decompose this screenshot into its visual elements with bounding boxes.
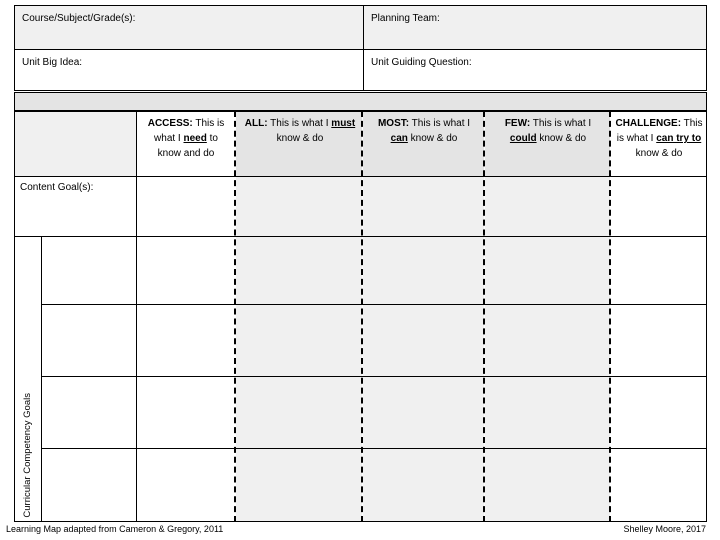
competency-label-divider (41, 236, 42, 522)
planning-team-box[interactable] (363, 5, 707, 50)
few-column-header (492, 116, 604, 146)
all-column-header (240, 116, 360, 146)
most-column-header (368, 116, 480, 146)
planning-team-label: Planning Team: (371, 13, 440, 24)
content-goals-label: Content Goal(s): (20, 182, 94, 193)
unit-big-idea-label: Unit Big Idea: (22, 57, 83, 68)
challenge-key: can try to (656, 133, 702, 144)
challenge-lead: CHALLENGE: (615, 118, 682, 129)
most-key: can (390, 133, 408, 144)
dashed-divider-4 (609, 111, 611, 522)
challenge-post: know & do (635, 148, 683, 159)
dashed-divider-1 (234, 111, 236, 522)
footer-attribution: Learning Map adapted from Cameron & Gregory, 2011 (6, 524, 224, 534)
few-pre: This is what I (530, 118, 592, 129)
all-pre: This is what I (267, 118, 332, 129)
challenge-column-header (614, 116, 704, 161)
most-lead: MOST: (377, 118, 410, 129)
all-post: know & do (276, 133, 324, 144)
access-column-header (144, 116, 228, 161)
few-lead: FEW: (504, 118, 531, 129)
few-post: know & do (536, 133, 587, 144)
footer-author: Shelley Moore, 2017 (623, 524, 706, 534)
access-key: need (183, 133, 207, 144)
curricular-competency-label-cell (14, 236, 41, 522)
separator-band (14, 92, 707, 111)
all-lead: ALL: (244, 118, 268, 129)
unit-big-idea-box[interactable] (14, 49, 364, 91)
dashed-divider-2 (361, 111, 363, 522)
most-pre: This is what I (409, 118, 471, 129)
competency-row-divider-2 (41, 376, 707, 377)
challenge-pre: This is what I (616, 118, 703, 144)
few-key: could (509, 133, 537, 144)
unit-guiding-question-label: Unit Guiding Question: (371, 57, 472, 68)
access-pre: This is what I (154, 118, 225, 144)
all-key: must (331, 118, 356, 129)
most-post: know & do (407, 133, 458, 144)
unit-guiding-question-box[interactable] (363, 49, 707, 91)
goals-column-divider (136, 111, 137, 522)
course-subject-grade-label: Course/Subject/Grade(s): (22, 13, 136, 24)
competency-row-divider-1 (41, 304, 707, 305)
dashed-divider-3 (483, 111, 485, 522)
course-subject-grade-box[interactable] (14, 5, 364, 50)
access-lead: ACCESS: (147, 118, 193, 129)
access-post: to know and do (157, 133, 218, 159)
curricular-competency-label: Curricular Competency Goals (21, 393, 33, 518)
competency-row-divider-3 (41, 448, 707, 449)
